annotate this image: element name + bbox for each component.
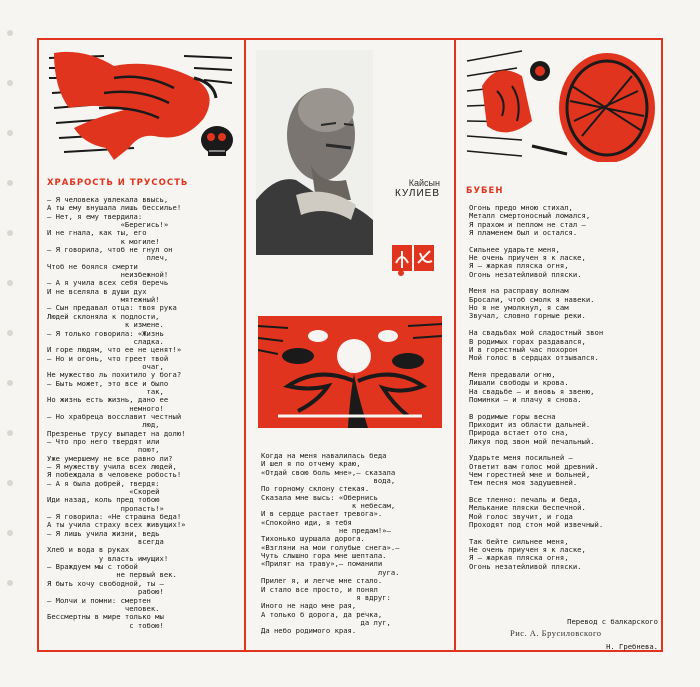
- poem-line: к небесам,: [261, 501, 396, 511]
- poem-line: с тобою!: [47, 620, 164, 630]
- poem-line: пропасть!»: [47, 503, 164, 513]
- poem-line: Тихонько шуршала дорога.: [261, 534, 365, 544]
- poem-line: — Нет, я ему твердила:: [47, 211, 143, 221]
- translator-line-2: Н. Гребнева.: [606, 642, 658, 652]
- poem-line: Хлеб и вода в руках: [47, 545, 130, 555]
- poem-line: Бросали, чтоб смолк я навеки.: [469, 294, 595, 304]
- poem-line: — Я говорила, чтоб не гнул он: [47, 245, 173, 255]
- poem-line: — Сын предавал отца: твоя рука: [47, 303, 177, 313]
- poem-line: Звучал, словно горные реки.: [469, 311, 586, 321]
- binder-hole: [7, 330, 13, 336]
- poem-line: Презренье трусу выпадет на долю!: [47, 428, 186, 438]
- poem-line: человек.: [47, 603, 160, 613]
- poem-line: В родимые горы весна: [469, 411, 556, 421]
- poem-title-left: ХРАБРОСТЬ И ТРУСОСТЬ: [47, 178, 189, 188]
- poem-line: Ответит вам голос мой древний.: [469, 461, 599, 471]
- illustration-credit: Рис. А. Брусиловского: [510, 628, 602, 638]
- poem-left: [47, 196, 185, 630]
- poem-line: И в горестный час похорон: [469, 344, 578, 354]
- poem-line: Мой голос звучит, и года: [469, 511, 573, 521]
- poem-line: — Но храбреца восславит честный: [47, 411, 182, 421]
- poem-line: Уже умершему не все равно ли?: [47, 453, 173, 463]
- illustration-tambourine: [462, 46, 656, 162]
- poem-line: Я прахом и пеплом не стал —: [469, 219, 586, 229]
- binder-hole: [7, 230, 13, 236]
- poem-line: поют,: [47, 445, 160, 455]
- poem-line: не предам!»—: [261, 526, 391, 536]
- poem-line: Тем песня моя задушевней.: [469, 478, 578, 488]
- binder-holes: [7, 30, 13, 630]
- poem-line: Прилег я, и легче мне стало.: [261, 576, 383, 586]
- poem-line: — Но и огонь, что греет твой: [47, 353, 169, 363]
- binder-hole: [7, 180, 13, 186]
- poem-line: Иного не надо мне рая,: [261, 601, 357, 611]
- poem-line: Природа встает ото сна,: [469, 428, 569, 438]
- poem-line: — Я мужеству учила всех людей,: [47, 462, 177, 471]
- poem-line: Огонь предо мною стихал,: [469, 203, 573, 212]
- binder-hole: [7, 30, 13, 36]
- poem-line: — Я говорила: «Не страшна беда!: [47, 512, 182, 522]
- poem-line: Сильнее ударьте меня,: [469, 244, 560, 254]
- binder-hole: [7, 80, 13, 86]
- binder-hole: [7, 480, 13, 486]
- poem-line: мятежный!: [47, 295, 160, 305]
- poem-line: Я побеждала в человеке робость!: [47, 470, 182, 480]
- poem-line: Не мужество ль похитило у бога?: [47, 370, 182, 380]
- poem-line: Огонь незатейливой пляски.: [469, 561, 582, 571]
- poem-line: Бессмертны в мире только мы: [47, 612, 164, 622]
- poem-line: По горному склону стекая.: [261, 484, 370, 494]
- poem-line: «Взгляни на мои голубые снега».—: [261, 542, 400, 552]
- column-rule-left: [244, 38, 246, 652]
- poem-line: Ударьте меня посильней —: [469, 453, 573, 463]
- illustration-bird-skull: [44, 48, 236, 164]
- poem-line: да луг,: [261, 617, 391, 627]
- poem-line: рабою!: [47, 587, 164, 597]
- poem-line: Чтоб не боялся смерти: [47, 261, 138, 271]
- poem-line: — Я только говорила: «Жизнь: [47, 328, 164, 338]
- poem-line: Но жизнь есть жизнь, дано ее: [47, 395, 169, 405]
- illustration-tree: [258, 316, 442, 428]
- poem-line: Так бейте сильнее меня,: [469, 536, 569, 546]
- poem-line: к измене.: [47, 320, 164, 330]
- poem-line: Не очень приучен я к ласке,: [469, 253, 586, 263]
- poem-line: — Что про него твердят или: [47, 436, 160, 446]
- author-last-name: КУЛИЕВ: [394, 188, 440, 199]
- poem-line: неизбежной!: [47, 270, 169, 280]
- author-portrait: [256, 50, 373, 255]
- poem-line: Сказала мне высь: «Обернись: [261, 492, 378, 502]
- poem-line: — Враждуем мы с тобой: [47, 562, 138, 572]
- poem-line: Лишали свободы и крова.: [469, 378, 569, 388]
- poem-line: — Я лишь учила жизни, ведь: [47, 528, 160, 538]
- poem-line: — Я человека увлекала ввысь,: [47, 195, 169, 204]
- poem-line: На свадьбе — и вновь я звеню,: [469, 386, 595, 396]
- binder-hole: [7, 530, 13, 536]
- poem-line: не первый век.: [47, 570, 177, 580]
- poem-line: «Отдай свою боль мне»,— сказала: [261, 467, 396, 477]
- author-name: [376, 178, 440, 199]
- poem-line: Мелькание пляски беспечной.: [469, 503, 586, 513]
- poem-line: Меня предавали огню,: [469, 369, 556, 379]
- poem-title-right: БУБЕН: [466, 186, 504, 196]
- poem-line: Приходит из области дальней.: [469, 419, 591, 429]
- poem-line: Я быть хочу свободной, ты —: [47, 578, 164, 588]
- poem-line: Иди назад, коль пред тобою: [47, 495, 160, 505]
- poem-line: Мой голос в сердцах отзывался.: [469, 353, 599, 363]
- poem-line: И шел я по отчему краю,: [261, 459, 361, 469]
- poem-line: Я пламенем был и остался.: [469, 228, 578, 238]
- poem-line: Я — жаркая пляска огня,: [469, 553, 569, 563]
- bullet-dot: [258, 434, 265, 441]
- binder-hole: [7, 130, 13, 136]
- poem-line: немного!: [47, 403, 164, 413]
- poem-line: Все тленно: печаль и беда,: [469, 495, 582, 505]
- poem-line: люд,: [47, 420, 160, 430]
- poem-line: И не гнала, как ты, его: [47, 228, 147, 238]
- poem-line: сладка.: [47, 336, 164, 346]
- poem-line: Когда на меня навалилась беда: [261, 451, 387, 460]
- poem-line: к могиле!: [47, 236, 160, 246]
- poem-line: я вдруг:: [261, 592, 391, 602]
- poem-line: Чем горестней мне и больней,: [469, 470, 591, 479]
- author-first-name: Кайсын: [408, 178, 440, 188]
- poem-line: «Приляг на траву»,— поманили: [261, 559, 383, 569]
- poem-line: очаг,: [47, 361, 164, 371]
- poem-line: — Быть может, это все и было: [47, 378, 169, 388]
- poem-line: Металл смертоносный ломался,: [469, 211, 591, 221]
- poem-line: А ты ему внушала лишь бессилье!: [47, 203, 182, 213]
- poem-line: всегда: [47, 537, 164, 547]
- poem-line: Огонь незатейливой пляски.: [469, 269, 582, 279]
- poem-line: А ты учила страху всех живущих!»: [47, 520, 186, 530]
- poem-line: Проходят под стон мой извечный.: [469, 520, 604, 530]
- poem-line: плеч,: [47, 253, 169, 263]
- poem-line: На свадьбах мой сладостный звон: [469, 328, 604, 338]
- poem-line: Чуть слышно гора мне шептала.: [261, 551, 387, 561]
- poem-line: — А я была добрей, твердя:: [47, 478, 160, 488]
- binder-hole: [7, 280, 13, 286]
- poem-line: В родимых горах раздавался,: [469, 336, 586, 346]
- poem-line: у власть имущих!: [47, 553, 169, 563]
- poem-line: Поминки — и плачу я снова.: [469, 394, 582, 404]
- poem-line: «Спокойно иди, я тебя: [261, 517, 352, 527]
- poem-line: Я — жаркая пляска огня,: [469, 261, 569, 271]
- binder-hole: [7, 380, 13, 386]
- poem-line: И в сердце растает тревога».: [261, 509, 383, 519]
- emblem-icon: [390, 243, 438, 277]
- poem-line: Не очень приучен я к ласке,: [469, 545, 586, 555]
- poem-line: вода,: [261, 476, 396, 486]
- poem-line: «Берегись!»: [47, 220, 169, 230]
- translator-line-1: Перевод с балкарского: [567, 616, 658, 626]
- poem-line: Людей склоняла к подлости,: [47, 311, 160, 321]
- poem-line: И не вселяла в души дух: [47, 286, 147, 296]
- poem-line: — А я учила всех себя беречь: [47, 278, 169, 288]
- poem-line: Меня на расправу волнам: [469, 286, 569, 296]
- poem-line: луга.: [261, 567, 400, 577]
- poem-line: Но я не умолкнул, я сам: [469, 303, 569, 313]
- poem-line: — Молчи и помни: смертен: [47, 595, 151, 605]
- poem-line: так,: [47, 386, 164, 396]
- poem-line: И стало все просто, и понял: [261, 584, 378, 594]
- column-rule-right: [454, 38, 456, 652]
- poem-line: И горе людям, что ее не ценят!»: [47, 345, 182, 355]
- binder-hole: [7, 430, 13, 436]
- poem-line: Да небо родимого края.: [261, 626, 357, 636]
- binder-hole: [7, 580, 13, 586]
- poem-right: [469, 204, 603, 571]
- poem-line: А только б дорога, да речка,: [261, 609, 383, 619]
- poem-middle: [261, 452, 399, 636]
- poem-line: «Скорей: [47, 487, 160, 497]
- poem-line: Ликуя под звон мой печальный.: [469, 436, 595, 446]
